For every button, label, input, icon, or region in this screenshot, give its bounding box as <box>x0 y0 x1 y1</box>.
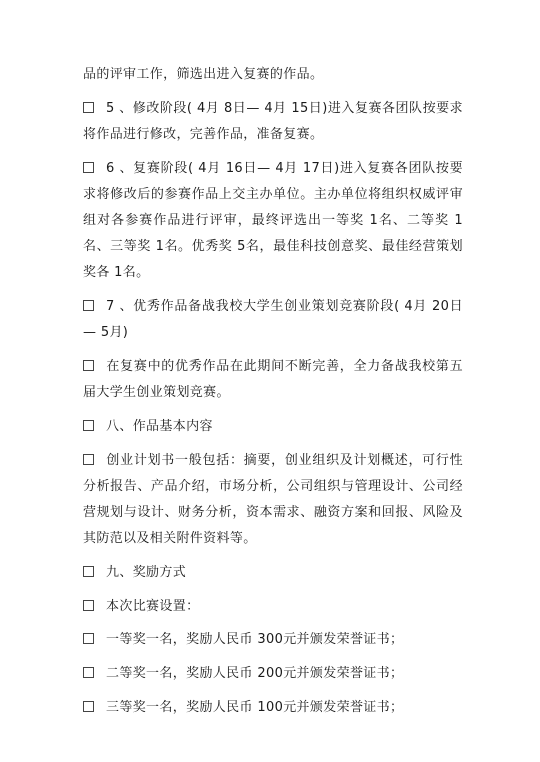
paragraph-text: 一等奖一名，奖励人民币 300元并颁发荣誉证书； <box>106 632 404 648</box>
checkbox-icon <box>83 162 94 173</box>
section-heading-9 <box>83 560 463 586</box>
paragraph-text: 在复赛中的优秀作品在此期间不断完善，全力备战我校第五届大学生创业策划竞赛。 <box>83 359 463 401</box>
checkbox-icon <box>83 454 94 465</box>
paragraph-text: 5 、修改阶段( 4月 8日— 4月 15日)进入复赛各团队按要求将作品进行修改，完善作品，准备复赛。 <box>83 100 463 142</box>
paragraph-3 <box>83 156 463 287</box>
paragraph-2 <box>83 96 463 148</box>
document-page <box>83 62 463 721</box>
checkbox-icon <box>83 360 94 371</box>
paragraph-9 <box>83 594 463 620</box>
paragraph-text: 创业计划书一般包括：摘要，创业组织及计划概述，可行性分析报告、产品介绍，市场分析，公司组织与管理设计、公司经营规划与设计、财务分析，资本需求、融资方案和回报、风险及其防范以及相关附件资料等。 <box>83 452 463 547</box>
paragraph-1 <box>83 62 463 88</box>
section-heading-8 <box>83 414 463 440</box>
paragraph-5 <box>83 354 463 406</box>
checkbox-icon <box>83 600 94 611</box>
paragraph-text: 6 、复赛阶段( 4月 16日— 4月 17日)进入复赛各团队按要求将修改后的参赛作品上交主办单位。主办单位将组织权威评审组对各参赛作品进行评审，最终评选出一等奖 1名、二等奖 1名、三等奖 1名。优秀奖 5名，最佳科技创意奖、最佳经营策划奖各 1名。 <box>83 160 463 281</box>
paragraph-4 <box>83 294 463 346</box>
paragraph-7 <box>83 448 463 553</box>
paragraph-text: 八、作品基本内容 <box>106 418 213 434</box>
checkbox-icon <box>83 701 94 712</box>
checkbox-icon <box>83 566 94 577</box>
prize-third <box>83 695 463 721</box>
checkbox-icon <box>83 667 94 678</box>
checkbox-icon <box>83 102 94 113</box>
paragraph-text: 三等奖一名，奖励人民币 100元并颁发荣誉证书； <box>106 699 404 715</box>
prize-first <box>83 627 463 653</box>
paragraph-text: 二等奖一名，奖励人民币 200元并颁发荣誉证书； <box>106 666 404 682</box>
paragraph-text: 本次比赛设置： <box>106 598 200 614</box>
paragraph-text: 九、奖励方式 <box>106 564 187 580</box>
prize-second <box>83 661 463 687</box>
checkbox-icon <box>83 300 94 311</box>
checkbox-icon <box>83 420 94 431</box>
paragraph-text: 7 、优秀作品备战我校大学生创业策划竞赛阶段( 4月 20日— 5月) <box>83 299 463 341</box>
checkbox-icon <box>83 633 94 644</box>
paragraph-text: 品的评审工作，筛选出进入复赛的作品。 <box>83 67 324 82</box>
